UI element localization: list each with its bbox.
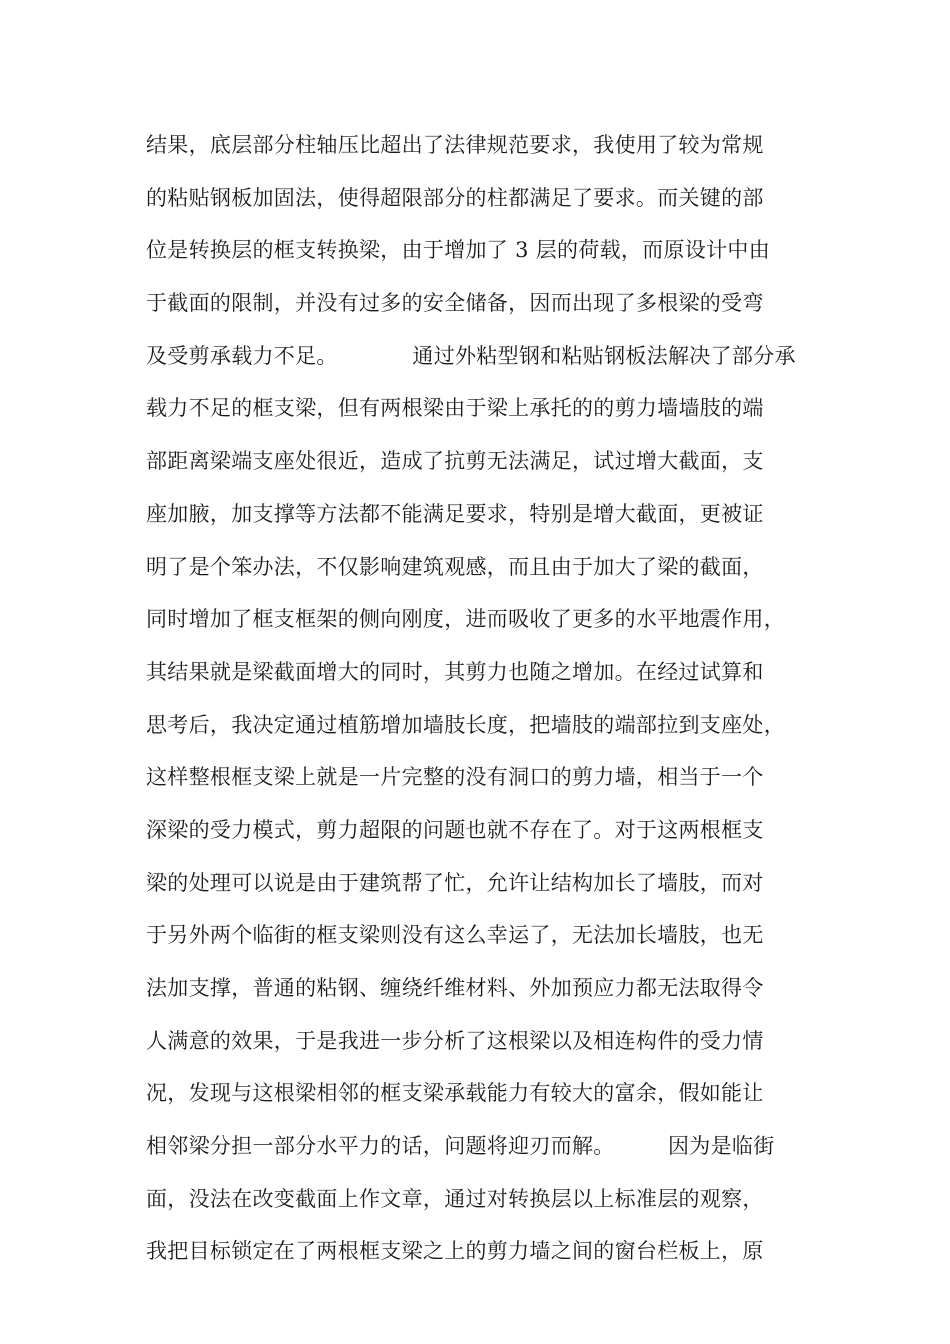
text-line: 相邻梁分担一部分水平力的话，问题将迎刃而解。 因为是临街 bbox=[146, 1134, 775, 1159]
text-line: 面，没法在改变截面上作文章，通过对转换层以上标准层的观察， bbox=[146, 1186, 764, 1211]
text-line: 结果，底层部分柱轴压比超出了法律规范要求，我使用了较为常规 bbox=[146, 133, 764, 157]
text-line: 载力不足的框支梁，但有两根梁由于梁上承托的的剪力墙墙肢的端 bbox=[146, 396, 764, 421]
text-line: 其结果就是梁截面增大的同时，其剪力也随之增加。在经过试算和 bbox=[146, 659, 764, 684]
text-line: 座加腋，加支撑等方法都不能满足要求，特别是增大截面，更被证 bbox=[146, 501, 764, 526]
body-text bbox=[146, 129, 826, 1288]
text-line: 及受剪承载力不足。 通过外粘型钢和粘贴钢板法解决了部分承 bbox=[146, 343, 796, 368]
text-line: 况，发现与这根梁相邻的框支梁承载能力有较大的富余，假如能让 bbox=[146, 1081, 764, 1106]
text-line: 于截面的限制，并没有过多的安全储备，因而出现了多根梁的受弯 bbox=[146, 291, 764, 316]
text-line: 人满意的效果，于是我进一步分析了这根梁以及相连构件的受力情 bbox=[146, 1028, 764, 1053]
text-line: 我把目标锁定在了两根框支梁之上的剪力墙之间的窗台栏板上，原 bbox=[146, 1239, 764, 1264]
text-line: 深梁的受力模式，剪力超限的问题也就不存在了。对于这两根框支 bbox=[146, 817, 764, 842]
text-line: 的粘贴钢板加固法，使得超限部分的柱都满足了要求。而关键的部 bbox=[146, 185, 764, 210]
text-line: 位是转换层的框支转换梁，由于增加了 3 层的荷载，而原设计中由 bbox=[146, 238, 771, 263]
text-line: 这样整根框支梁上就是一片完整的没有洞口的剪力墙，相当于一个 bbox=[146, 765, 764, 790]
text-line: 于另外两个临街的框支梁则没有这么幸运了，无法加长墙肢，也无 bbox=[146, 923, 764, 948]
text-line: 同时增加了框支框架的侧向刚度，进而吸收了更多的水平地震作用， bbox=[146, 607, 785, 632]
text-line: 部距离梁端支座处很近，造成了抗剪无法满足，试过增大截面，支 bbox=[146, 449, 764, 474]
text-line: 思考后，我决定通过植筋增加墙肢长度，把墙肢的端部拉到支座处， bbox=[146, 712, 785, 737]
text-line: 法加支撑，普通的粘钢、缠绕纤维材料、外加预应力都无法取得令 bbox=[146, 976, 764, 1000]
text-line: 梁的处理可以说是由于建筑帮了忙，允许让结构加长了墙肢，而对 bbox=[146, 870, 764, 895]
text-line: 明了是个笨办法，不仅影响建筑观感，而且由于加大了梁的截面， bbox=[146, 554, 764, 579]
